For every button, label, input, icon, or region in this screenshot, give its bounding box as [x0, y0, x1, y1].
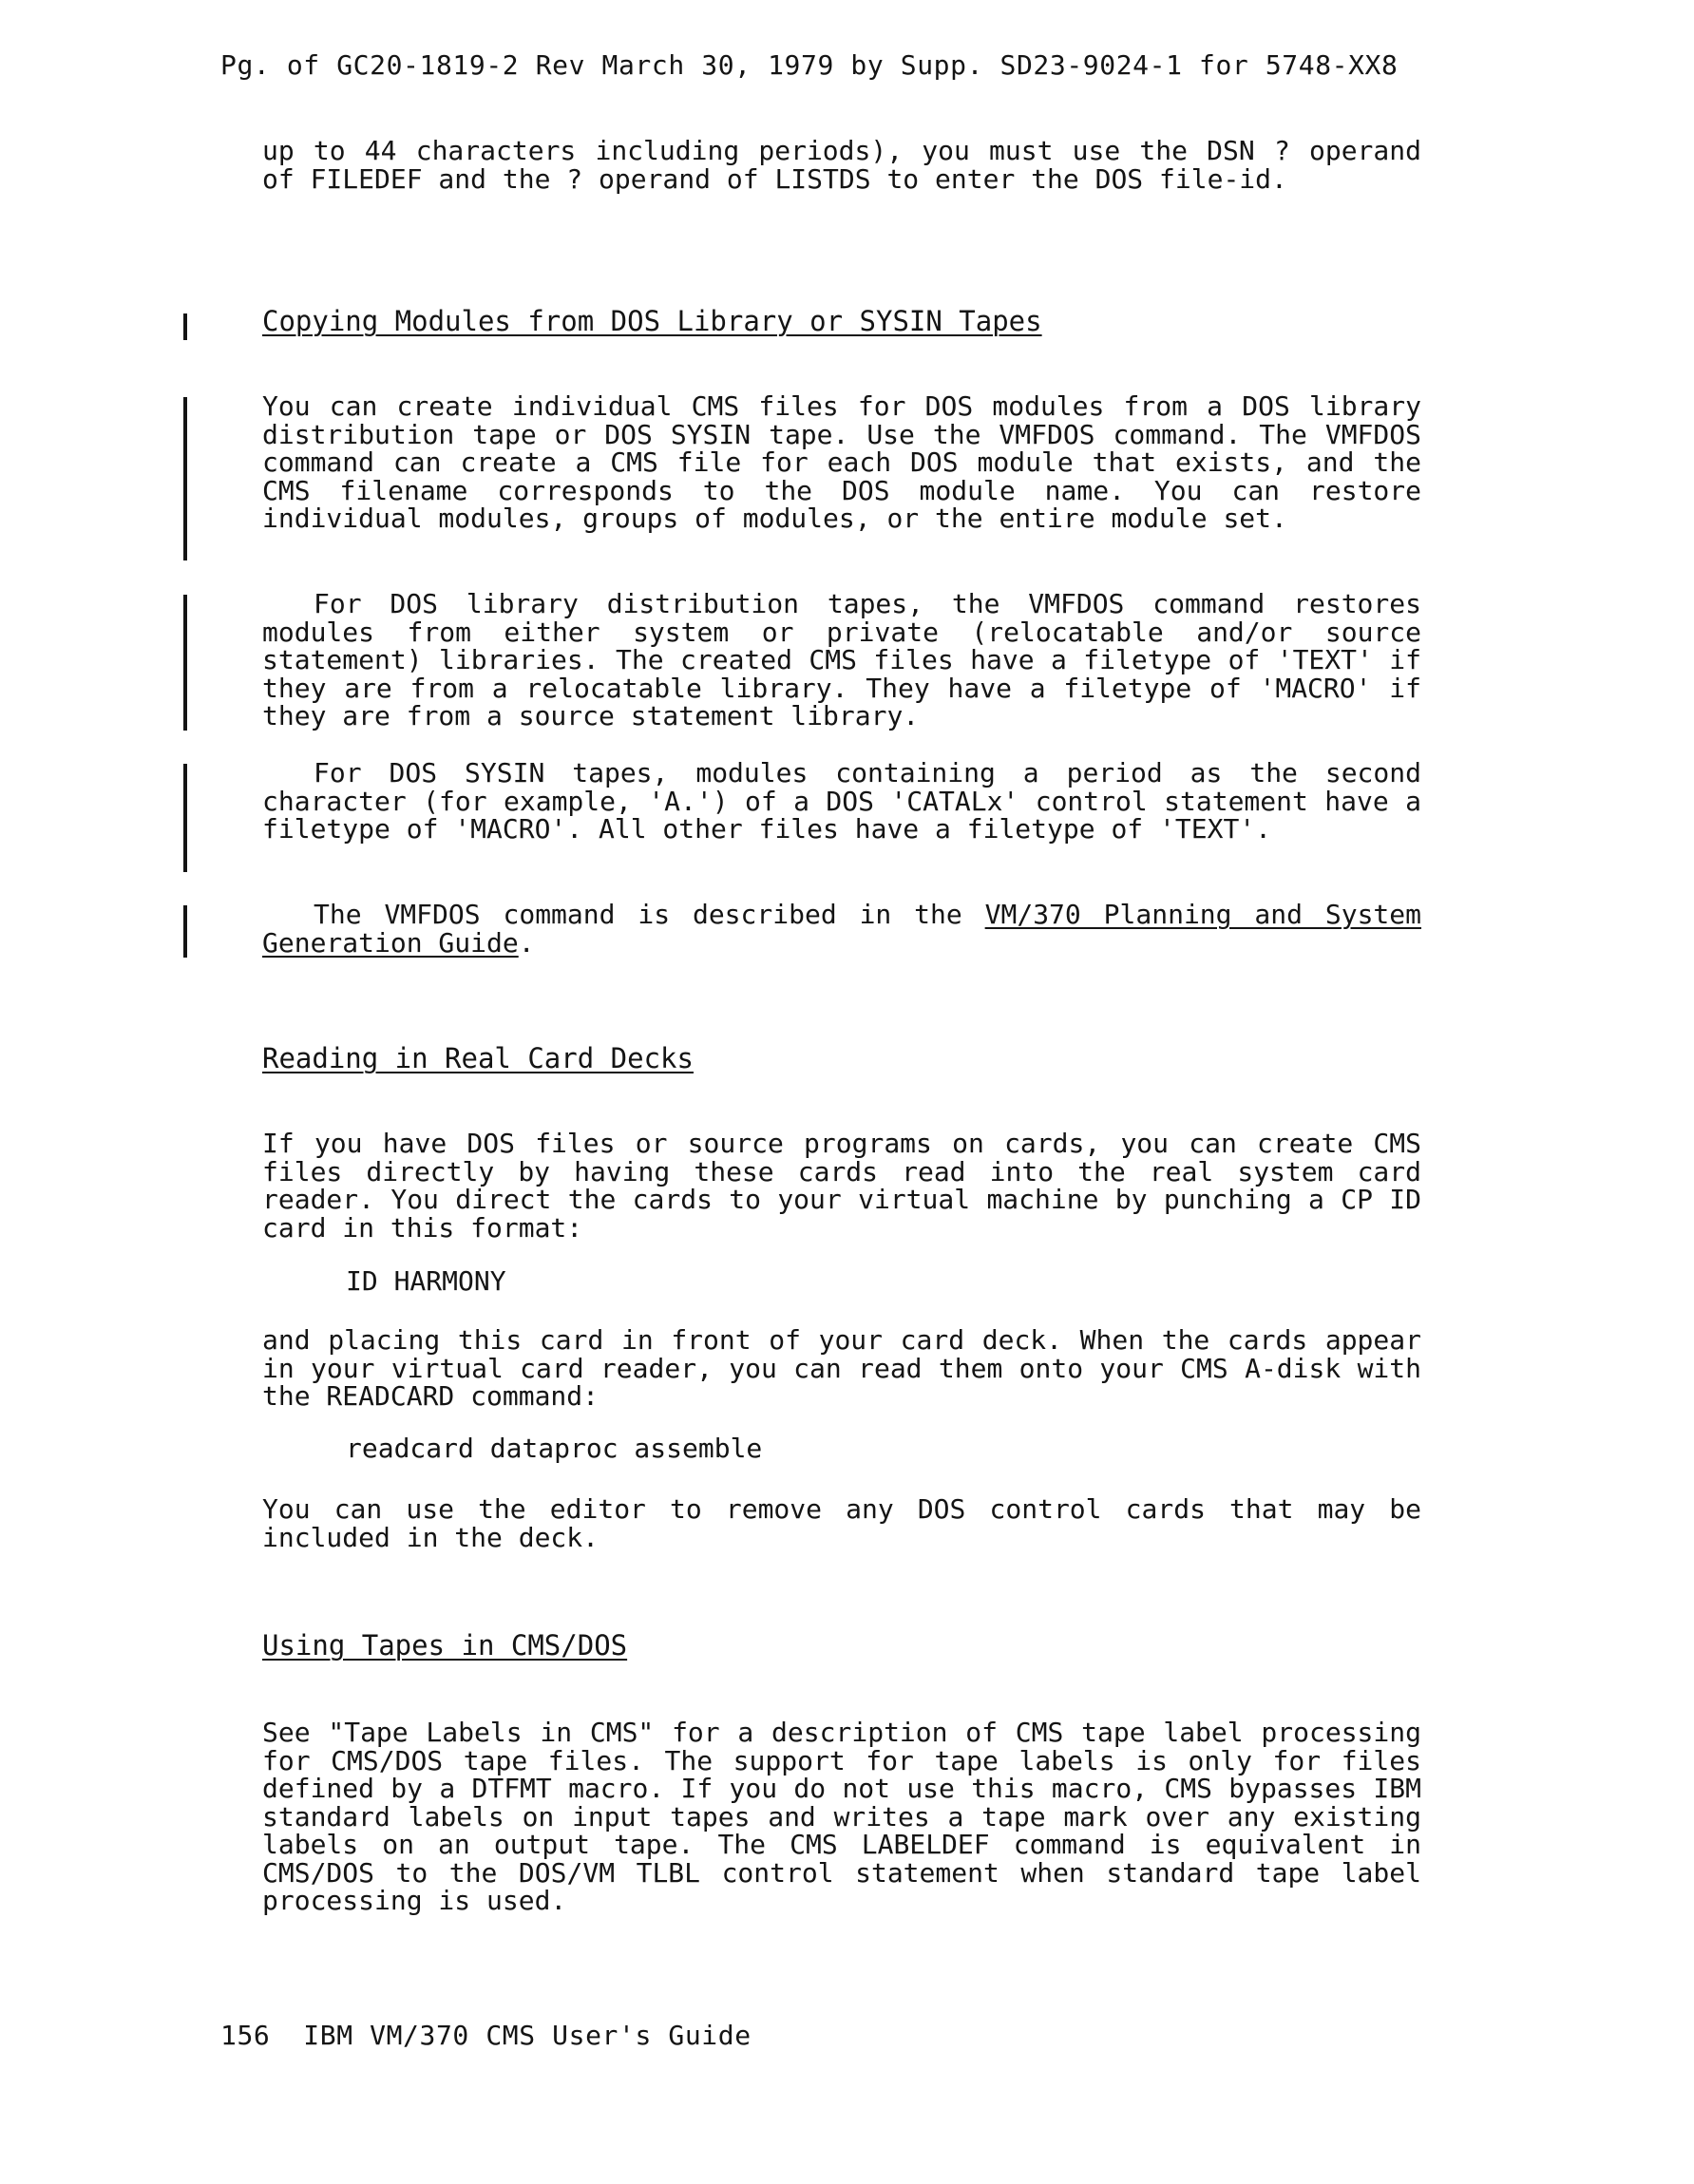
copying-paragraph-1: You can create individual CMS files for DOS modules from a DOS library distribution tape or DOS SYSIN tape. Use the VMFDOS command. The VMFDOS command can create a CMS file for each DOS module that exists, and the CMS filename corresponds to the DOS module name. You can restore individual modules, groups of modules, or the entire module set. [262, 390, 1421, 534]
revision-bar [183, 905, 187, 958]
intro-paragraph: up to 44 characters including periods), you must use the DSN ? operand of FILEDEF and the ? operand of LISTDS to enter the DOS file-id. [262, 135, 1421, 195]
page-footer [220, 2020, 752, 2051]
page-number: 156 [220, 2020, 271, 2051]
revision-bar [183, 313, 187, 340]
running-header: Pg. of GC20-1819-2 Rev March 30, 1979 by Supp. SD23-9024-1 for 5748-XX8 [220, 49, 1399, 81]
copying-paragraph-4 [262, 901, 1421, 957]
heading-reading-card-decks: Reading in Real Card Decks [262, 1042, 694, 1074]
copying-paragraph-2: For DOS library distribution tapes, the VMFDOS command restores modules from either system or private (relocatable and/or source statement) libraries. The created CMS files have a filetype of 'TEXT' if they are from a relocatable library. They have a filetype of 'MACRO' if they are from a source statement library. [262, 588, 1421, 731]
reading-paragraph-1: If you have DOS files or source programs on cards, you can create CMS files directly by having these cards read into the real system card reader. You direct the cards to your virtual machine by punching a CP ID card in this format: [262, 1128, 1421, 1244]
reading-paragraph-3: You can use the editor to remove any DOS control cards that may be included in the deck. [262, 1493, 1421, 1553]
reading-paragraph-2: and placing this card in front of your card deck. When the cards appear in your virtual card reader, you can read them onto your CMS A-disk with the READCARD command: [262, 1324, 1421, 1412]
tapes-paragraph-1: See "Tape Labels in CMS" for a description of CMS tape label processing for CMS/DOS tape files. The support for tape labels is only for files defined by a DTFMT macro. If you do not use this macro, CMS bypasses IBM standard labels on input tapes and writes a tape mark over any existing labels on an output tape. The CMS LABELDEF command is equivalent in CMS/DOS to the DOS/VM TLBL control statement when standard tape label processing is used. [262, 1717, 1421, 1916]
citation-period: . [518, 926, 535, 959]
book-title: IBM VM/370 CMS User's Guide [303, 2020, 752, 2051]
planning-guide-citation: VM/370 Planning and System Generation Guide [262, 899, 1421, 959]
revision-bar [183, 397, 187, 560]
heading-copying-modules: Copying Modules from DOS Library or SYSIN Tapes [262, 305, 1042, 337]
revision-bar [183, 595, 187, 731]
id-card-example: ID HARMONY [346, 1265, 506, 1297]
readcard-command-example: readcard dataproc assemble [346, 1433, 763, 1464]
vmfdos-intro-text: The VMFDOS command is described in the [314, 899, 985, 930]
revision-bar [183, 764, 187, 872]
heading-using-tapes: Using Tapes in CMS/DOS [262, 1629, 628, 1662]
copying-paragraph-3: For DOS SYSIN tapes, modules containing a period as the second character (for example, 'A.') of a DOS 'CATALx' control statement have a filetype of 'MACRO'. All other files have a filetype of 'TEXT'. [262, 757, 1421, 845]
